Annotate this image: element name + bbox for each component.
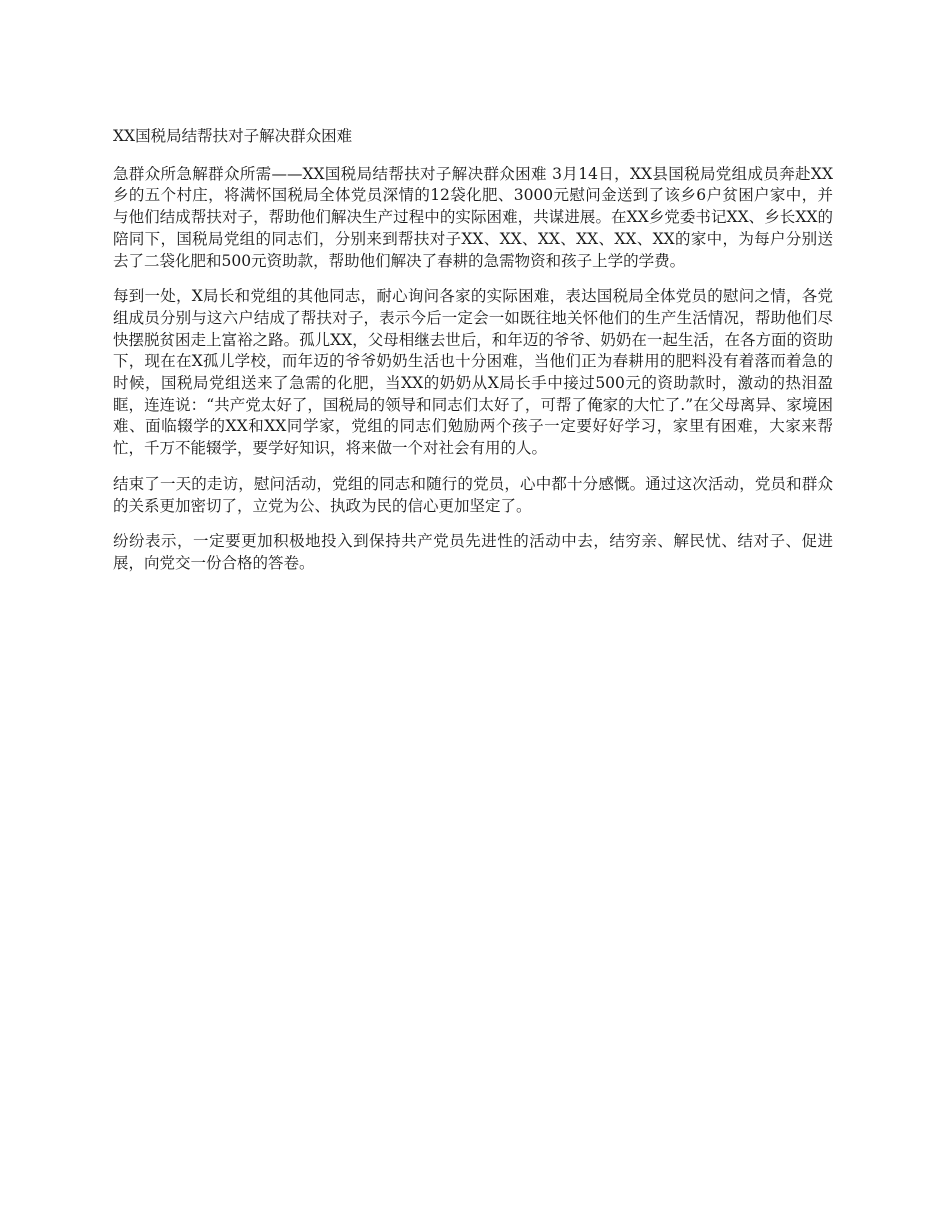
paragraph-3: 结束了一天的走访，慰问活动，党组的同志和随行的党员，心中都十分感慨。通过这次活动，党员和群众的关系更加密切了，立党为公、执政为民的信心更加坚定了。 — [113, 474, 833, 515]
paragraph-1: 急群众所急解群众所需——XX国税局结帮扶对子解决群众困难 3月14日，XX县国税局党组成员奔赴XX乡的五个村庄，将满怀国税局全体党员深情的12袋化肥、3000元慰问金送到了该乡6户贫困户家中，并与他们结成帮扶对子，帮助他们解决生产过程中的实际困难，共谋进展。在XX乡党委书记XX、乡长XX的陪同下，国税局党组的同志们，分别来到帮扶对子XX、XX、XX、XX、XX、XX的家中，为每户分别送去了二袋化肥和500元资助款，帮助他们解决了春耕的急需物资和孩子上学的学费。 — [113, 164, 833, 270]
paragraph-2: 每到一处，X局长和党组的其他同志，耐心询问各家的实际困难，表达国税局全体党员的慰问之情，各党组成员分别与这六户结成了帮扶对子，表示今后一定会一如既往地关怀他们的生产生活情况，帮助他们尽快摆脱贫困走上富裕之路。孤儿XX，父母相继去世后，和年迈的爷爷、奶奶在一起生活，在各方面的资助下，现在在X孤儿学校，而年迈的爷爷奶奶生活也十分困难，当他们正为春耕用的肥料没有着落而着急的时候，国税局党组送来了急需的化肥，当XX的奶奶从X局长手中接过500元的资助款时，激动的热泪盈眶，连连说：“共产党太好了，国税局的领导和同志们太好了，可帮了俺家的大忙了.”在父母离异、家境困难、面临辍学的XX和XX同学家，党组的同志们勉励两个孩子一定要好好学习，家里有困难，大家来帮忙，千万不能辍学，要学好知识，将来做一个对社会有用的人。 — [113, 287, 833, 458]
paragraph-4: 纷纷表示，一定要更加积极地投入到保持共产党员先进性的活动中去，结穷亲、解民忧、结对子、促进展，向党交一份合格的答卷。 — [113, 532, 833, 572]
document-body — [113, 126, 833, 589]
document-title: XX国税局结帮扶对子解决群众困难 — [113, 127, 353, 145]
